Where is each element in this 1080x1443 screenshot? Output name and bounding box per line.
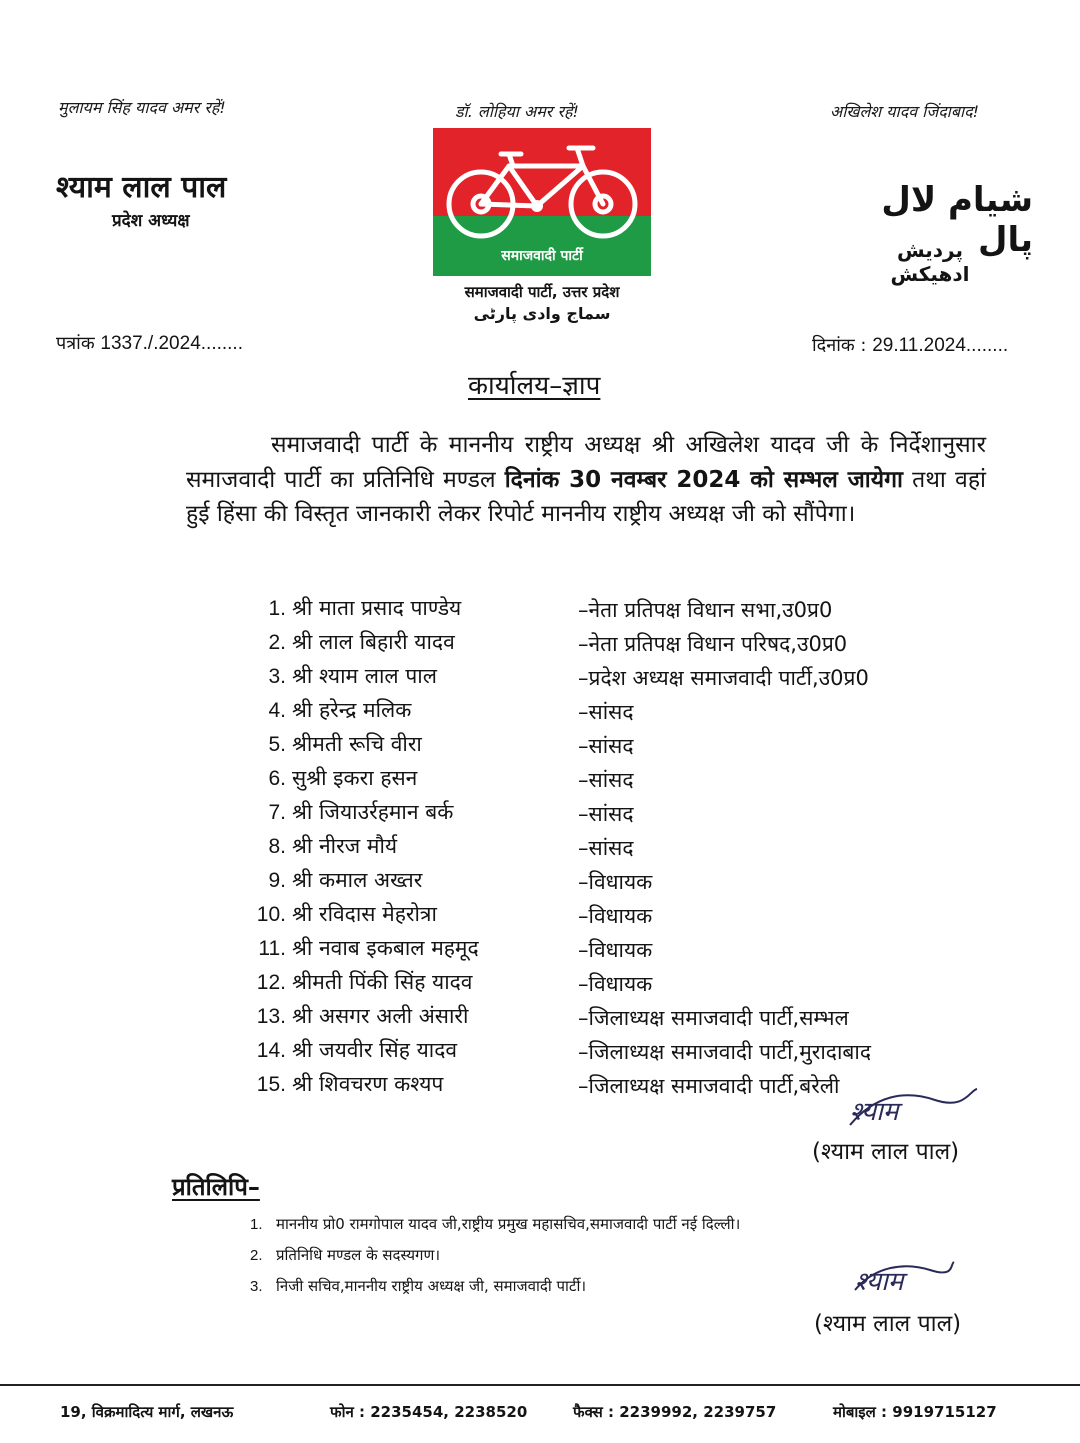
list-item: 7. श्री जियाउर्रहमान बर्क	[268, 800, 454, 824]
slogan-right: अखिलेश यादव जिंदाबाद!	[830, 102, 980, 121]
list-item: 2. प्रतिनिधि मण्डल के सदस्यगण।	[250, 1246, 441, 1264]
member-designation: –विधायक	[578, 870, 653, 894]
member-designation: –सांसद	[578, 802, 634, 826]
signatory-name-2: (श्याम लाल पाल)	[814, 1311, 962, 1337]
list-item: 11. श्री नवाब इकबाल महमूद	[258, 936, 479, 960]
copy-heading: प्रतिलिपि–	[172, 1173, 260, 1201]
copy-text: माननीय प्रो0 रामगोपाल यादव जी,राष्ट्रीय प्रमुख महासचिव,समाजवादी पार्टी नई दिल्ली।	[276, 1215, 741, 1233]
president-name-hindi: श्याम लाल पाल	[56, 170, 227, 205]
member-name: श्री जियाउर्रहमान बर्क	[292, 800, 454, 824]
member-designation: –नेता प्रतिपक्ष विधान परिषद,उ0प्र0	[578, 632, 848, 656]
footer-address: 19, विक्रमादित्य मार्ग, लखनऊ	[60, 1403, 234, 1421]
bicycle-icon	[433, 128, 651, 248]
member-name: श्री नवाब इकबाल महमूद	[292, 936, 479, 960]
list-item: 12. श्रीमती पिंकी सिंह यादव	[256, 970, 473, 994]
list-item: 2. श्री लाल बिहारी यादव	[268, 630, 455, 654]
list-item: 6. सुश्री इकरा हसन	[268, 766, 418, 790]
president-role-urdu: پردیش ادھیکش	[890, 238, 970, 286]
list-item: 8. श्री नीरज मौर्य	[268, 834, 398, 858]
list-item: 3. निजी सचिव,माननीय राष्ट्रीय अध्यक्ष जी, समाजवादी पार्टी।	[250, 1277, 587, 1295]
member-name: श्री शिवचरण कश्यप	[292, 1072, 444, 1096]
logo-caption-urdu: سماج وادی پارٹی	[473, 304, 611, 323]
member-name: श्री जयवीर सिंह यादव	[292, 1038, 458, 1062]
president-name-urdu: شیام لال پال	[881, 180, 1033, 260]
member-name: श्रीमती रूचि वीरा	[292, 732, 422, 756]
copy-text: निजी सचिव,माननीय राष्ट्रीय अध्यक्ष जी, समाजवादी पार्टी।	[276, 1277, 587, 1295]
list-item: 3. श्री श्याम लाल पाल	[268, 664, 437, 688]
member-designation: –जिलाध्यक्ष समाजवादी पार्टी,मुरादाबाद	[578, 1040, 871, 1064]
list-item: 15. श्री शिवचरण कश्यप	[256, 1072, 444, 1096]
signature-stroke-icon	[850, 1258, 960, 1298]
list-item: 4. श्री हरेन्द्र मलिक	[268, 698, 412, 722]
list-item: 9. श्री कमाल अख्तर	[268, 868, 423, 892]
member-designation: –जिलाध्यक्ष समाजवादी पार्टी,बरेली	[578, 1074, 840, 1098]
logo-caption: समाजवादी पार्टी, उत्तर प्रदेश	[464, 283, 620, 301]
logo-label: समाजवादी पार्टी	[501, 248, 583, 264]
notice-text-1: समाजवादी पार्टी के माननीय राष्ट्रीय अध्यक्ष श्री अखिलेश यादव जी के निर्देशानुसार समाजवादी पार्टी का प्रतिनिधि मण्डल	[186, 432, 986, 493]
list-item: 13. श्री असगर अली अंसारी	[256, 1004, 469, 1028]
member-name: सुश्री इकरा हसन	[292, 766, 418, 790]
notice-heading: कार्यालय–ज्ञाप	[468, 371, 601, 401]
footer-fax: फैक्स : 2239992, 2239757	[573, 1403, 777, 1421]
footer-mobile: मोबाइल : 9919715127	[833, 1403, 997, 1421]
member-designation: –जिलाध्यक्ष समाजवादी पार्टी,सम्भल	[578, 1006, 849, 1030]
member-designation: –विधायक	[578, 938, 653, 962]
slogan-left: मुलायम सिंह यादव अमर रहें!	[58, 98, 226, 117]
member-designation: –सांसद	[578, 836, 634, 860]
member-designation: –नेता प्रतिपक्ष विधान सभा,उ0प्र0	[578, 598, 833, 622]
patrank-value: 1337./.2024........	[100, 333, 243, 354]
notice-paragraph	[186, 428, 986, 532]
notice-text-2: तथा वहां हुई हिंसा की विस्तृत जानकारी लेकर रिपोर्ट माननीय राष्ट्रीय अध्यक्ष जी को सौंपेगा।	[186, 466, 986, 527]
footer-phone: फोन : 2235454, 2238520	[330, 1403, 528, 1421]
member-name: श्रीमती पिंकी सिंह यादव	[292, 970, 473, 994]
member-designation: –सांसद	[578, 768, 634, 792]
member-name: श्री कमाल अख्तर	[292, 868, 423, 892]
member-name: श्री नीरज मौर्य	[292, 834, 398, 858]
notice-text-bold: दिनांक 30 नवम्बर 2024 को सम्भल जायेगा	[504, 466, 903, 493]
member-name: श्री असगर अली अंसारी	[292, 1004, 469, 1028]
list-item: 14. श्री जयवीर सिंह यादव	[256, 1038, 458, 1062]
list-item: 1. श्री माता प्रसाद पाण्डेय	[268, 596, 462, 620]
footer-divider	[0, 1384, 1080, 1386]
member-designation: –विधायक	[578, 904, 653, 928]
member-designation: –सांसद	[578, 700, 634, 724]
member-designation: –सांसद	[578, 734, 634, 758]
member-name: श्री हरेन्द्र मलिक	[292, 698, 412, 722]
signature-scribble: श्याम	[850, 1097, 899, 1127]
reference-number	[56, 331, 243, 355]
member-designation: –विधायक	[578, 972, 653, 996]
list-item: 1. माननीय प्रो0 रामगोपाल यादव जी,राष्ट्रीय प्रमुख महासचिव,समाजवादी पार्टी नई दिल्ली।	[250, 1215, 741, 1233]
signatory-name: (श्याम लाल पाल)	[812, 1139, 960, 1165]
member-name: श्री रविदास मेहरोत्रा	[292, 902, 437, 926]
member-name: श्री माता प्रसाद पाण्डेय	[292, 596, 462, 620]
member-name: श्री लाल बिहारी यादव	[292, 630, 455, 654]
party-logo	[433, 128, 651, 276]
list-item: 5. श्रीमती रूचि वीरा	[268, 732, 422, 756]
date-label: दिनांक :	[812, 335, 867, 356]
patrank-label: पत्रांक	[56, 333, 95, 354]
member-name: श्री श्याम लाल पाल	[292, 664, 437, 688]
list-item: 10. श्री रविदास मेहरोत्रा	[256, 902, 437, 926]
president-role-hindi: प्रदेश अध्यक्ष	[112, 211, 190, 231]
date-value: 29.11.2024........	[872, 335, 1009, 356]
member-designation: –प्रदेश अध्यक्ष समाजवादी पार्टी,उ0प्र0	[578, 666, 869, 690]
signature-scribble-2: श्याम	[855, 1267, 904, 1297]
copy-text: प्रतिनिधि मण्डल के सदस्यगण।	[276, 1246, 441, 1264]
date-block	[812, 333, 1008, 357]
signature-stroke-icon	[845, 1085, 985, 1135]
slogan-center: डॉ. लोहिया अमर रहें!	[455, 102, 579, 121]
